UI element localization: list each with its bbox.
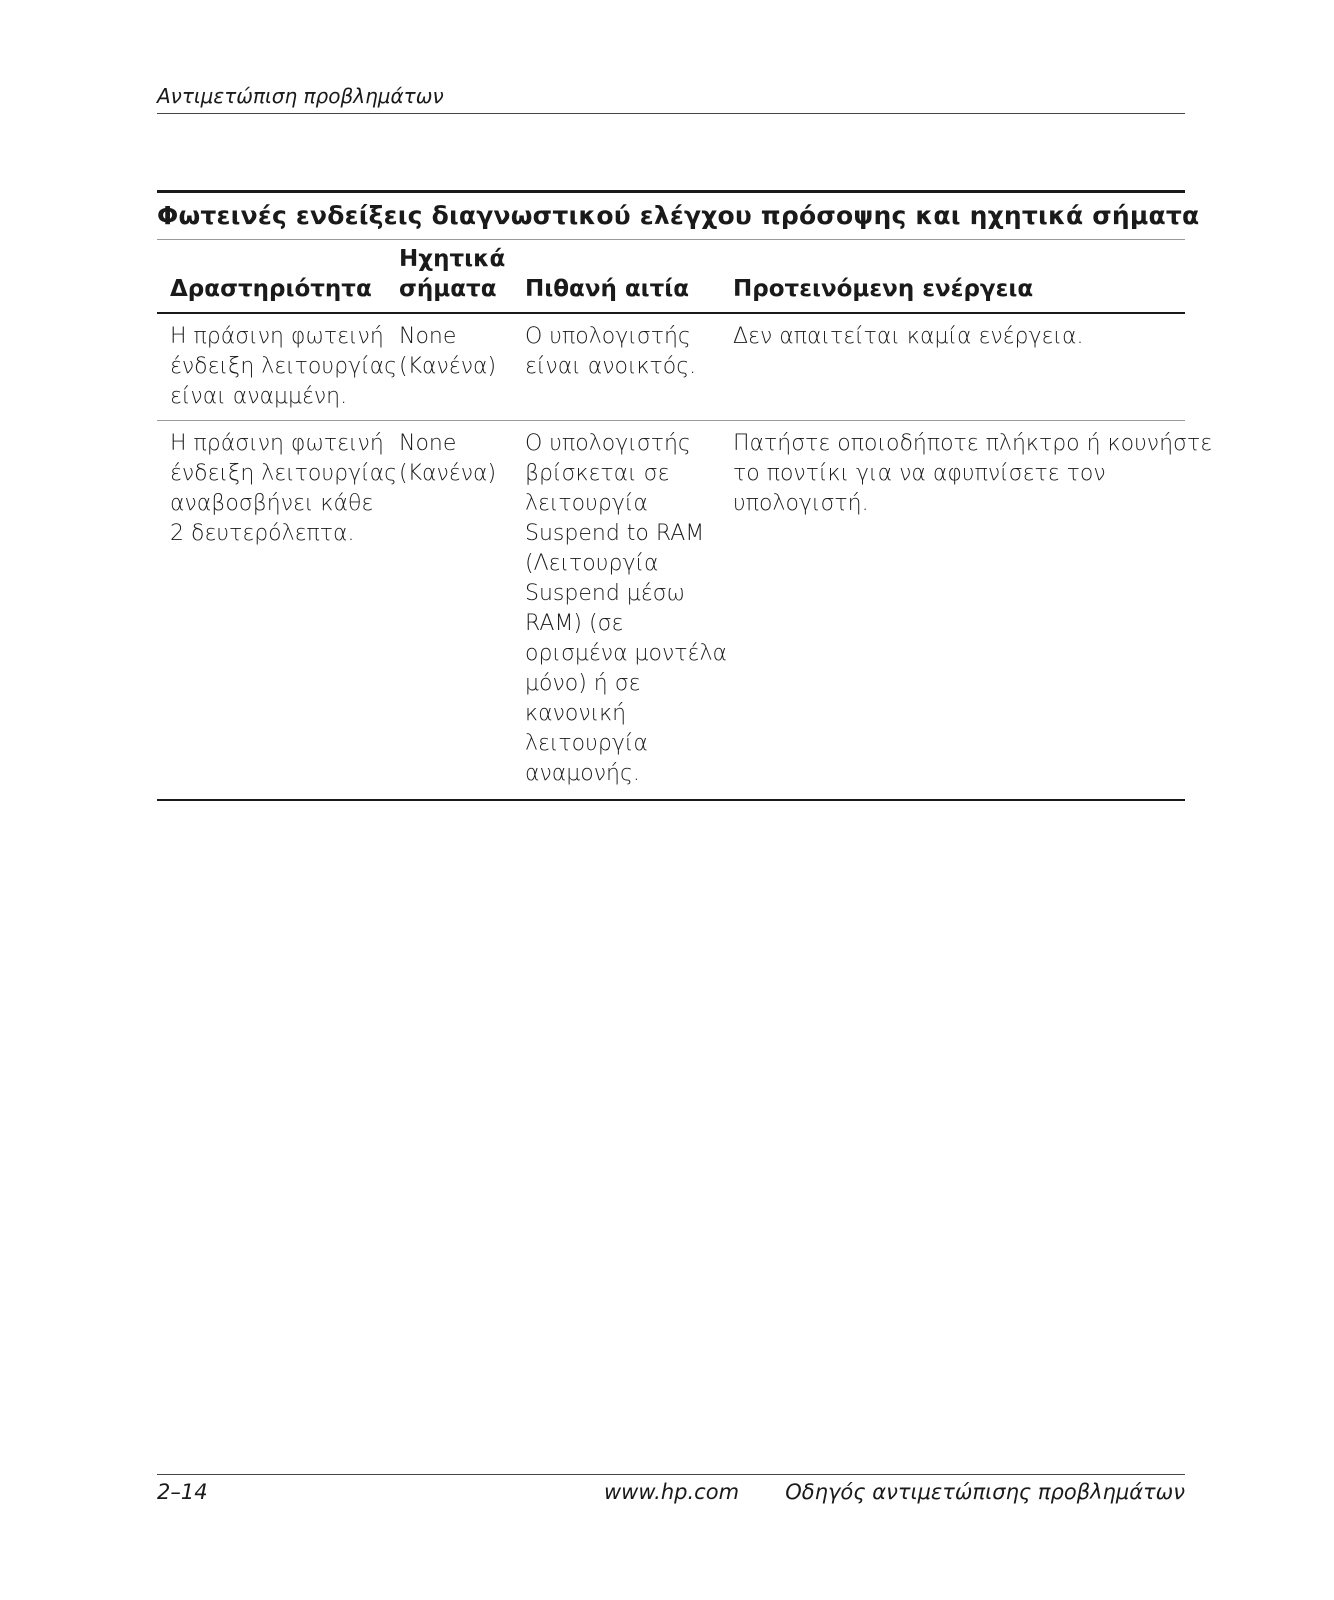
cell-action: Πατήστε οποιοδήποτε πλήκτρο ή κουνήστε το ποντίκι για να αφυπνίσετε τον υπολογιστή. [720,421,1185,801]
column-header-cause: Πιθανή αιτία [512,240,720,313]
cell-beeps: None (Κανένα) [386,421,512,801]
cell-activity: Η πράσινη φωτεινή ένδειξη λειτουργίας αναβοσβήνει κάθε 2 δευτερόλεπτα. [157,421,386,801]
diagnostic-table [157,240,1213,801]
column-header-beeps: Ηχητικά σήματα [386,240,512,313]
troubleshooting-table-block [157,190,1213,801]
cell-activity: Η πράσινη φωτεινή ένδειξη λειτουργίας είναι αναμμένη. [157,313,386,421]
column-header-action: Προτεινόμενη ενέργεια [720,240,1185,313]
running-header: Αντιμετώπιση προβλημάτων [157,84,444,108]
cell-action: Δεν απαιτείται καμία ενέργεια. [720,313,1185,421]
table-title: Φωτεινές ενδείξεις διαγνωστικού ελέγχου πρόσοψης και ηχητικά σήματα [157,201,1200,230]
table-header-row [157,240,1185,313]
table-row [157,313,1185,421]
page-number: 2–14 [157,1480,208,1504]
table-row [157,421,1185,801]
column-header-activity: Δραστηριότητα [157,240,386,313]
cell-cause: Ο υπολογιστής βρίσκεται σε λειτουργία Suspend to RAM (Λειτουργία Suspend μέσω RAM) (σε ορισμένα μοντέλα μόνο) ή σε κανονική λειτουργία αναμονής. [512,421,720,801]
header-rule [157,113,1185,114]
footer-url: www.hp.com [604,1480,740,1504]
footer-guide-title: Οδηγός αντιμετώπισης προβλημάτων [785,1480,1185,1504]
cell-beeps: None (Κανένα) [386,313,512,421]
footer-rule [157,1474,1185,1475]
cell-cause: Ο υπολογιστής είναι ανοικτός. [512,313,720,421]
